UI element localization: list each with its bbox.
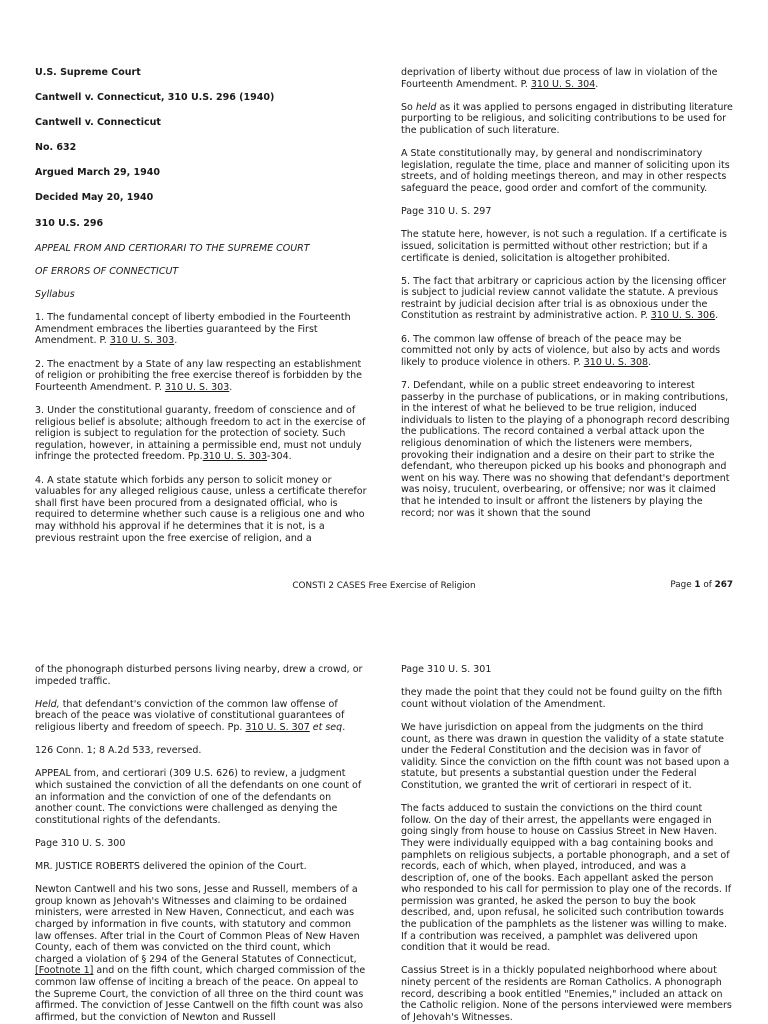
footnote-link[interactable]: [Footnote 1] — [35, 965, 94, 977]
facts-paragraph: The facts adduced to sustain the convictions on the third count follow. On the day of their arrest, the appellants were engaged in going singly from house to house on Cassius Street in New Haven. They were individually equipped with a bag containing books and pamphlets on religious subjects, a portable phonograph, and a set of records, each of which, when played, introduced, and was a description of, one of the books. Each appellant asked the person who responded to his call for permission to play one of the records. If permission was granted, he asked the person to buy the book described, and, upon refusal, he solicited such contribution towards the publication of the pamphlets as the listener was willing to make. If a contribution was received, a pamphlet was delivered upon condition that it would be read. — [401, 803, 732, 954]
case-citation: 310 U.S. 296 — [35, 217, 104, 229]
citation-link[interactable]: 310 U. S. 307 — [245, 721, 310, 733]
syllabus-heading: Syllabus — [35, 289, 75, 301]
page-marker: Page 310 U. S. 301 — [401, 664, 492, 675]
page-marker: Page 310 U. S. 300 — [35, 837, 126, 849]
docket-number: No. 632 — [35, 142, 77, 154]
reversal-citation: 126 Conn. 1; 8 A.2d 533, reversed. — [35, 745, 202, 757]
jurisdiction-paragraph: We have jurisdiction on appeal from the judgments on the third count, as there was drawn in question the validity of a state statute under the Federal Constitution and the decision was in favor of validity. Since the conviction on the fifth count was not based upon a statute, but presents a substantial question under the Federal Constitution, we granted the writ of certiorari in respect of it. — [401, 721, 730, 791]
paragraph-text: 6. The common law offense of breach of the peace may be committed not only by acts of violence, but also by acts and words likely to produce violence in others. P. — [401, 333, 721, 368]
page2-left-column — [35, 664, 368, 1024]
page1-left-column — [35, 67, 368, 556]
page-footer — [0, 580, 768, 594]
syllabus-paragraph-3 — [35, 405, 368, 463]
paragraph-end: . — [174, 335, 178, 347]
syllabus-paragraph-1 — [35, 312, 368, 347]
paragraph-end: . — [715, 310, 719, 322]
case-title-short: Cantwell v. Connecticut — [35, 117, 161, 129]
paragraph-end: . — [648, 356, 652, 368]
held-word: Held, — [35, 698, 60, 710]
citation-link[interactable]: 310 U. S. 303 — [109, 335, 175, 347]
paragraph-text: 1. The fundamental concept of liberty embodied in the Fourteenth Amendment embraces the liberties guaranteed by the First Amendment. P. — [35, 312, 351, 347]
citation-link[interactable]: 310 U. S. 308 — [583, 356, 649, 368]
page-marker: Page 310 U. S. 297 — [401, 206, 492, 218]
page-counter — [670, 580, 733, 590]
appeal-paragraph: APPEAL from, and certiorari (309 U.S. 626) to review, a judgment which sustained the conviction of all the defendants on one count of an information and the conviction of one of the defendants on another count. The convictions were challenged as denying the constitutional rights of the defendants. — [35, 768, 362, 826]
syllabus-paragraph-6 — [401, 334, 734, 369]
syllabus-paragraph-4: 4. A state statute which forbids any person to solicit money or valuables for any alleged religious cause, unless a certificate therefor shall first have been procured from a designated official, who is required to determine whether such cause is a religious one and who may withhold his approval if he determines that it is not, is a previous restraint upon the free exercise of religion, and a — [35, 474, 367, 544]
footer-document-title: CONSTI 2 CASES Free Exercise of Religion — [292, 581, 476, 591]
syllabus-statute-paragraph: The statute here, however, is not such a regulation. If a certificate is issued, solicitation is permitted without other restriction; but if a certificate is denied, solicitation is altogether prohibited. — [401, 229, 727, 264]
page-separator — [0, 598, 768, 656]
paragraph-end: . — [595, 78, 599, 90]
syllabus-paragraph-5 — [401, 276, 734, 322]
cassius-street-paragraph: Cassius Street is in a thickly populated neighborhood where about ninety percent of the residents are Roman Catholics. A phonograph record, describing a book entitled "Enemies," included an attack on the Catholic religion. None of the persons interviewed were members of Jehovah's Witnesses. — [401, 965, 732, 1023]
syllabus-paragraph-7-cont: of the phonograph disturbed persons living nearby, drew a crowd, or impeded traffic. — [35, 664, 363, 687]
of-word: of — [703, 580, 712, 590]
et-seq: et seq — [309, 721, 343, 733]
syllabus-regulation-paragraph: A State constitutionally may, by general and nondiscriminatory legislation, regulate the time, place and manner of soliciting upon its streets, and of holding meetings thereon, and may in other respects safeguard the peace, good order and comfort of the community. — [401, 148, 730, 194]
paragraph-text: that defendant's conviction of the common law offense of breach of the peace was violative of constitutional guarantees of religious liberty and freedom of speech. Pp. — [35, 698, 345, 733]
held-word: held — [415, 101, 437, 113]
page1-right-column — [401, 67, 734, 531]
syllabus-paragraph-2 — [35, 359, 368, 394]
case-title-full: Cantwell v. Connecticut, 310 U.S. 296 (1940) — [35, 92, 275, 104]
citation-link[interactable]: 310 U. S. 304 — [530, 78, 596, 90]
opinion-paragraph-cont: they made the point that they could not be found guilty on the fifth count without violation of the Amendment. — [401, 687, 723, 710]
paragraph-end: . — [229, 381, 233, 393]
paragraph-end: . — [342, 721, 346, 733]
held-paragraph — [35, 699, 368, 734]
page2-right-column — [401, 664, 734, 1024]
appeal-heading-line2: OF ERRORS OF CONNECTICUT — [35, 265, 179, 277]
citation-link[interactable]: 310 U. S. 303 — [164, 381, 230, 393]
current-page-number: 1 — [694, 580, 701, 590]
page-word: Page — [670, 580, 692, 590]
opinion-author: MR. JUSTICE ROBERTS delivered the opinion of the Court. — [35, 861, 307, 873]
paragraph-text: 3. Under the constitutional guaranty, freedom of conscience and of religious belief is absolute; although freedom to act in the exercise of religion is subject to regulation for the protection of society. Such regulation, however, in attaining a permissible end, must not unduly infringe the protected freedom. Pp. — [35, 404, 366, 463]
citation-link[interactable]: 310 U. S. 303 — [202, 451, 268, 463]
paragraph-text: 5. The fact that arbitrary or capricious action by the licensing officer is subject to judicial review cannot validate the statute. A previous restraint by judicial decision after trial is as obnoxious under the Constitution as restraint by administrative action. P. — [401, 275, 727, 322]
document-page-2 — [0, 656, 768, 1024]
appeal-heading-line1: APPEAL FROM AND CERTIORARI TO THE SUPREME COURT — [35, 242, 310, 254]
paragraph-text: and on the fifth count, which charged commission of the common law offense of inciting a breach of the peace. On appeal to the Supreme Court, the conviction of all three on the third count was affirmed. The conviction of Jesse Cantwell on the fifth count was also affirmed, but the conviction of Newton and Russell — [35, 965, 366, 1023]
paragraph-text: So — [401, 101, 416, 113]
paragraph-text: deprivation of liberty without due process of law in violation of the Fourteenth Amendment. P. — [401, 67, 718, 90]
citation-link[interactable]: 310 U. S. 306 — [650, 310, 716, 322]
paragraph-text: 2. The enactment by a State of any law respecting an establishment of religion or prohibiting the free exercise thereof is forbidden by the Fourteenth Amendment. P. — [35, 358, 363, 393]
court-name: U.S. Supreme Court — [35, 67, 141, 78]
opinion-paragraph-1 — [35, 884, 368, 1023]
total-page-count: 267 — [714, 580, 733, 590]
syllabus-paragraph-7: 7. Defendant, while on a public street endeavoring to interest passerby in the purchase of publications, or in making contributions, in the interest of what he believed to be true religion, induced individuals to listen to the playing of a phonograph record describing the publications. The record contained a verbal attack upon the religious denomination of which the listeners were members, provoking their indignation and a desire on their part to strike the defendant, who thereupon picked up his books and phonograph and went on his way. There was no showing that defendant's deportment was noisy, truculent, overbearing, or offensive; nor was it claimed that he intended to insult or affront the listeners by playing the record; nor was it shown that the sound — [401, 380, 730, 519]
decided-date: Decided May 20, 1940 — [35, 192, 154, 204]
paragraph-text: Newton Cantwell and his two sons, Jesse and Russell, members of a group known as Jehovah's Witnesses and claiming to be ordained ministers, were arrested in New Haven, Connecticut, and each was charged by information in five counts, with statutory and common law offenses. After trial in the Court of Common Pleas of New Haven County, each of them was convicted on the third count, which charged a violation of § 294 of the General Statutes of Connecticut, — [35, 884, 360, 965]
syllabus-held-paragraph — [401, 102, 734, 137]
argued-date: Argued March 29, 1940 — [35, 167, 160, 179]
paragraph-text: as it was applied to persons engaged in distributing literature purporting to be religious, and soliciting contributions to be used for the publication of such literature. — [401, 101, 733, 136]
syllabus-paragraph-4-cont — [401, 67, 734, 90]
paragraph-end: -304. — [267, 451, 292, 463]
